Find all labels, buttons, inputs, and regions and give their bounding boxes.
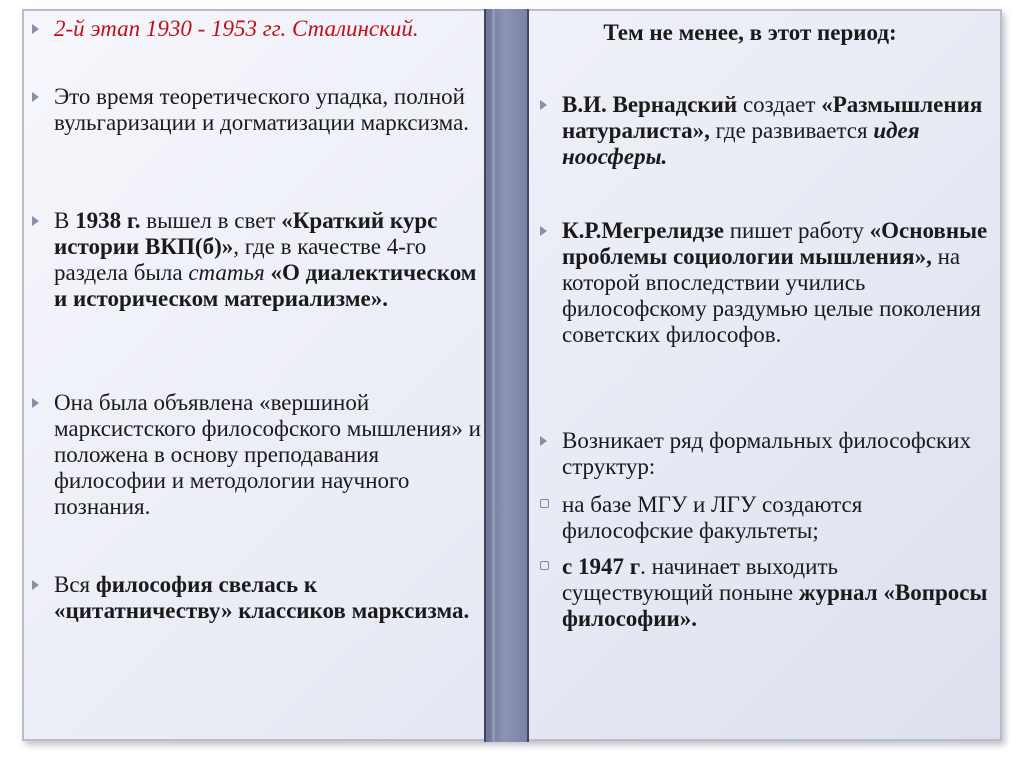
arrow-bullet-icon [540,226,547,236]
year-1938: 1938 г. [75,208,141,233]
arrow-bullet-icon [32,216,39,226]
paragraph-declared [32,390,484,520]
text-part: В [54,208,76,233]
text-part: на которой впоследствии учились философскому раздумью целые поколения советских философов. [562,244,982,347]
arrow-bullet-icon [32,580,39,590]
paragraph-megrelidze [540,218,990,348]
vernadsky-name: В.И. Вернадский [562,92,738,117]
square-bullet-icon [540,499,549,508]
paragraph-text: Она была объявлена «вершиной марксистского философского мышления» и положена в основу преподавания философии и методологии научного познания. [54,390,481,519]
paragraph-text: на базе МГУ и ЛГУ создаются философские факультеты; [562,492,863,543]
paragraph-short-course [32,208,484,312]
arrow-bullet-icon [540,436,547,446]
subitem-journal [540,554,990,632]
megrelidze-name: К.Р.Мегрелидзе [562,218,724,243]
quotation-statement: философия свелась к «цитатничеству» классиков марксизма. [54,572,470,623]
text-part: создает [737,92,822,117]
stage-title-item [32,16,419,42]
megrelidze-work: «Основные проблемы социологии мышления», [562,218,988,269]
stage-title: 2-й этап 1930 - 1953 гг. Сталинский. [54,16,419,41]
column-divider [484,9,529,742]
arrow-bullet-icon [32,24,39,34]
vernadsky-work: «Размышления натуралиста», [562,92,983,143]
journal-title: журнал «Вопросы философии». [562,580,988,631]
paragraph-structures [540,428,990,480]
square-bullet-icon [540,561,549,570]
article-word: статья [188,260,265,285]
text-part: . начинает выходить существующий поныне [562,554,838,605]
noosphere-idea: идея ноосферы. [562,118,920,169]
subitem-faculties [540,492,990,544]
right-heading: Тем не менее, в этот период: [603,20,897,45]
paragraph-quotation [32,572,484,624]
paragraph-decline [32,84,484,136]
text-part: вышел в свет [140,208,282,233]
paragraph-text: Возникает ряд формальных философских структур: [562,428,972,479]
text-part: , где в качестве 4-го раздела была [54,234,427,285]
text-part: Вся [54,572,96,597]
article-title: «О диалектическом и историческом материализме». [54,260,477,311]
text-part: пишет работу [723,218,870,243]
arrow-bullet-icon [540,100,547,110]
arrow-bullet-icon [32,398,39,408]
paragraph-text: Это время теоретического упадка, полной вульгаризации и догматизации марксизма. [54,84,470,135]
text-part: где развивается [709,118,874,143]
short-course-title: «Краткий курс истории ВКП(б)» [54,208,438,259]
arrow-bullet-icon [32,92,39,102]
paragraph-vernadsky [540,92,990,170]
year-1947: с 1947 г [562,554,641,579]
